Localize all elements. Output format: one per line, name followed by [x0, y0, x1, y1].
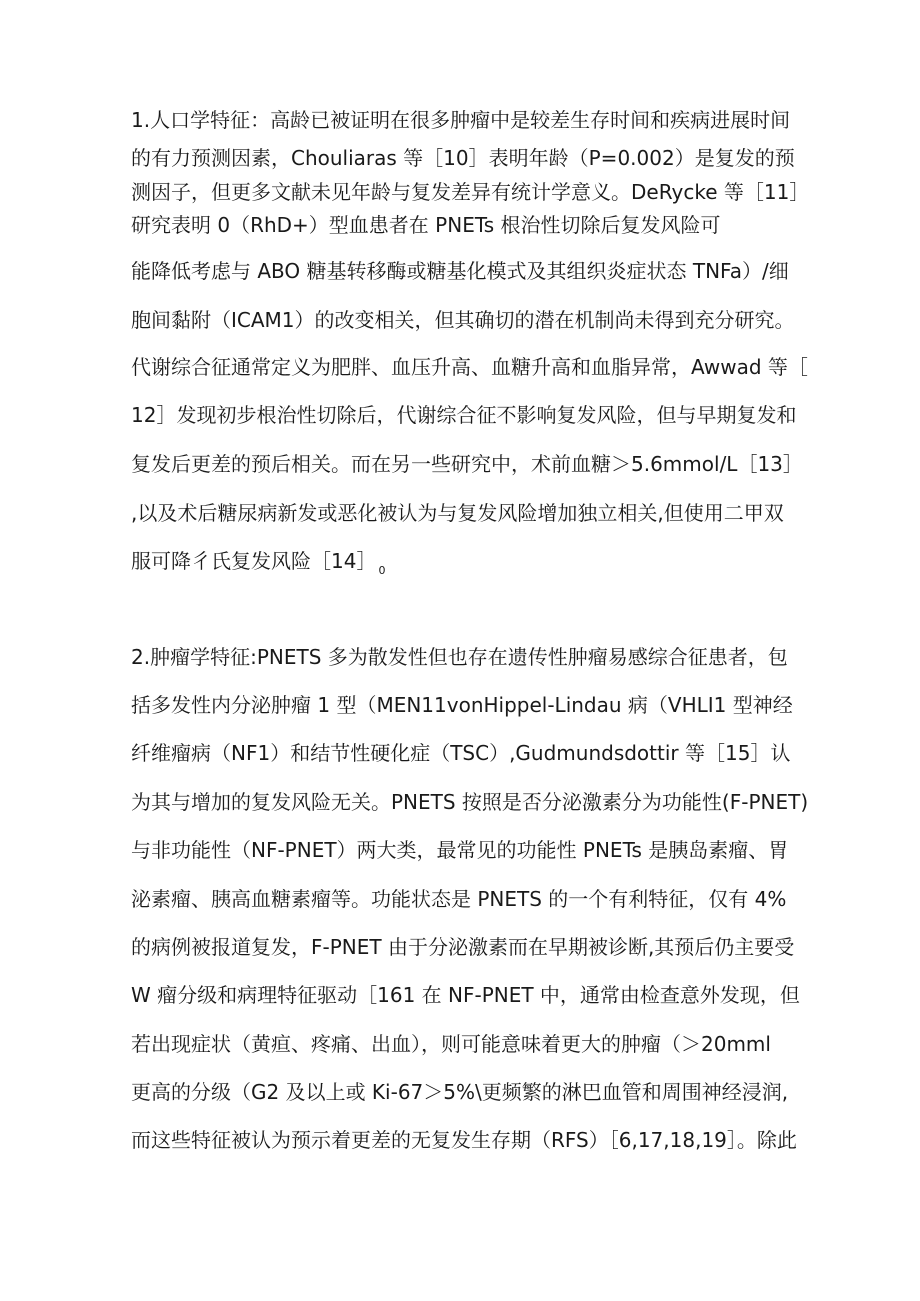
- paragraph-line: [131, 549, 385, 583]
- paragraph-line: 代谢综合征通常定义为肥胖、血压升高、血糖升高和血脂异常，Awwad 等［: [131, 355, 808, 379]
- paragraph-line: 的病例被报道复发，F-PNET 由于分泌激素而在早期被诊断,其预后仍主要受: [131, 935, 795, 959]
- paragraph-line: 复发后更差的预后相关。而在另一些研究中，术前血糖＞5.6mmol/L［13］: [131, 452, 803, 476]
- paragraph-line: 更高的分级（G2 及以上或 Ki-67＞5%\更频繁的淋巴血管和周围神经浸润,: [131, 1080, 789, 1104]
- paragraph-line: 括多发性内分泌肿瘤 1 型（MEN11vonHippel-Lindau 病（VHLI1 型神经: [131, 693, 793, 717]
- paragraph-line: 泌素瘤、胰高血糖素瘤等。功能状态是 PNETS 的一个有利特征，仅有 4%: [131, 887, 787, 911]
- paragraph-line: 能降低考虑与 ABO 糖基转移酶或糖基化模式及其组织炎症状态 TNFa）/细: [131, 259, 789, 283]
- paragraph-line: ,以及术后糖尿病新发或恶化被认为与复发风险增加独立相关,但使用二甲双: [131, 501, 784, 525]
- paragraph-line: 若出现症状（黄疸、疼痛、出血），则可能意味着更大的肿瘤（＞20mml: [131, 1032, 771, 1056]
- trailing-mark: 0: [378, 564, 386, 577]
- paragraph-line: 与非功能性（NF-PNET）两大类，最常见的功能性 PNETs 是胰岛素瘤、胃: [131, 838, 789, 862]
- paragraph-line: 12］发现初步根治性切除后，代谢综合征不影响复发风险，但与早期复发和: [131, 403, 797, 427]
- paragraph-line: 胞间黏附（ICAM1）的改变相关，但其确切的潜在机制尚未得到充分研究。: [131, 308, 795, 332]
- paragraph-line-text: 服可降彳氏复发风险［14］: [131, 549, 377, 573]
- paragraph-line: 研究表明 0（RhD+）型血患者在 PNETs 根治性切除后复发风险可: [131, 213, 721, 237]
- paragraph-line: 1.人口学特征：高龄已被证明在很多肿瘤中是较差生存时间和疾病进展时间: [131, 108, 791, 132]
- paragraph-line: 纤维瘤病（NF1）和结节性硬化症（TSC）,Gudmundsdottir 等［15］认: [131, 741, 791, 765]
- paragraph-line: W 瘤分级和病理特征驱动［161 在 NF-PNET 中，通常由检查意外发现，但: [131, 983, 800, 1007]
- paragraph-line: 2.肿瘤学特征:PNETS 多为散发性但也存在遗传性肿瘤易感综合征患者，包: [131, 645, 788, 669]
- paragraph-line: 测因子，但更多文献未见年龄与复发差异有统计学意义。DeRycke 等［11］: [131, 180, 810, 204]
- paragraph-line: 的有力预测因素，Chouliaras 等［10］表明年龄（P=0.002）是复发的预: [131, 146, 795, 170]
- paragraph-line: 为其与增加的复发风险无关。PNETS 按照是否分泌激素分为功能性(F-PNET): [131, 790, 809, 814]
- paragraph-line: 而这些特征被认为预示着更差的无复发生存期（RFS）［6,17,18,19］。除此: [131, 1128, 797, 1152]
